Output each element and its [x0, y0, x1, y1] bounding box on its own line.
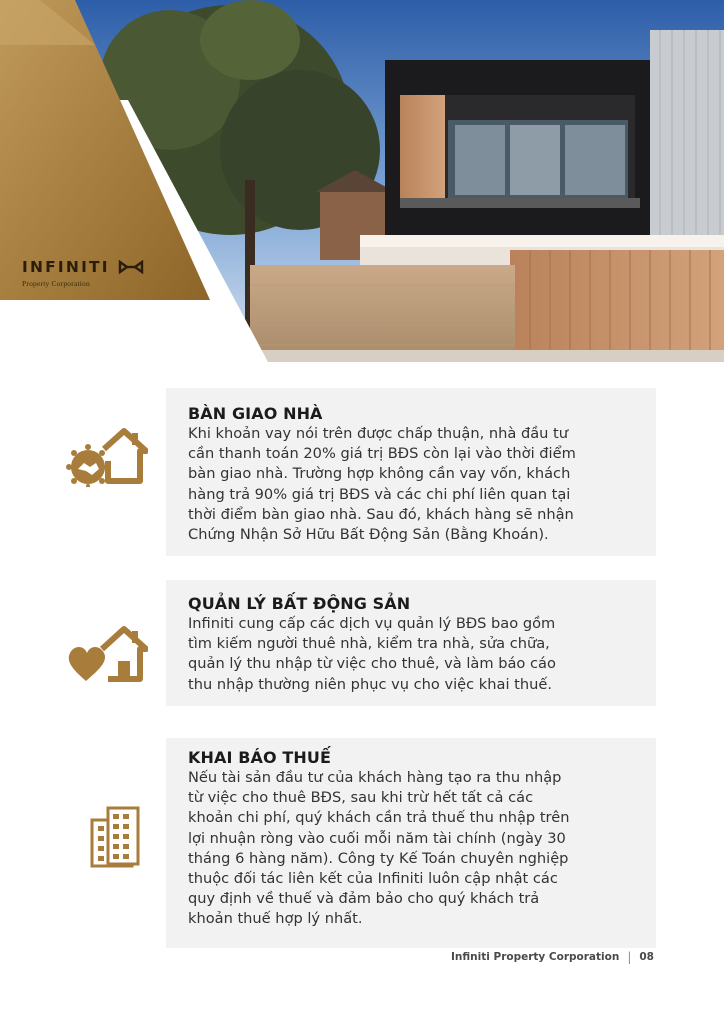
infinity-mark-icon	[118, 260, 144, 274]
page-number: 08	[639, 951, 654, 963]
section-title: BÀN GIAO NHÀ	[188, 404, 323, 423]
modern-house-photo	[0, 0, 724, 362]
footer-separator: |	[627, 950, 632, 964]
house-heart-icon	[66, 623, 148, 688]
section-body: Khi khoản vay nói trên được chấp thuận, nhà đầu tư cần thanh toán 20% giá trị BĐS còn lại vào thời điểm bàn giao nhà. Trường hợp không cần vay vốn, khách hàng trả 90% giá trị BĐS và các chi phí liên quan tại thời điểm bàn giao nhà. Sau đó, khách hàng sẽ nhận Chứng Nhận Sở Hữu Bất Động Sản (Bằng Khoán).	[188, 425, 576, 544]
hero-image	[0, 0, 724, 362]
section-title: QUẢN LÝ BẤT ĐỘNG SẢN	[188, 594, 411, 613]
house-handshake-icon	[66, 425, 148, 492]
section-body: Infiniti cung cấp các dịch vụ quản lý BĐS bao gồm tìm kiếm người thuê nhà, kiểm tra nhà, sửa chữa, quản lý thu nhập từ việc cho thuê, và làm báo cáo thu nhập thường niên phục vụ cho việc khai thuế.	[188, 615, 556, 693]
brand-name: INFINITI	[22, 258, 110, 276]
section-title: KHAI BÁO THUẾ	[188, 748, 331, 767]
brand-tagline: Property Corporation	[22, 279, 90, 288]
page-footer	[451, 950, 654, 964]
footer-company: Infiniti Property Corporation	[450, 951, 620, 963]
section-body: Nếu tài sản đầu tư của khách hàng tạo ra thu nhập từ việc cho thuê BĐS, sau khi trừ hết tất cả các khoản chi phí, quý khách cần trả thuế thu nhập trên lợi nhuận ròng vào cuối mỗi năm tài chính (ngày 30 tháng 6 hàng năm). Công ty Kế Toán chuyên nghiệp thuộc đối tác liên kết của Infiniti luôn cập nhật các quy định về thuế và đảm bảo cho quý khách trả khoản thuế hợp lý nhất.	[188, 769, 570, 928]
brand-logo	[22, 258, 144, 288]
building-icon	[90, 806, 140, 873]
